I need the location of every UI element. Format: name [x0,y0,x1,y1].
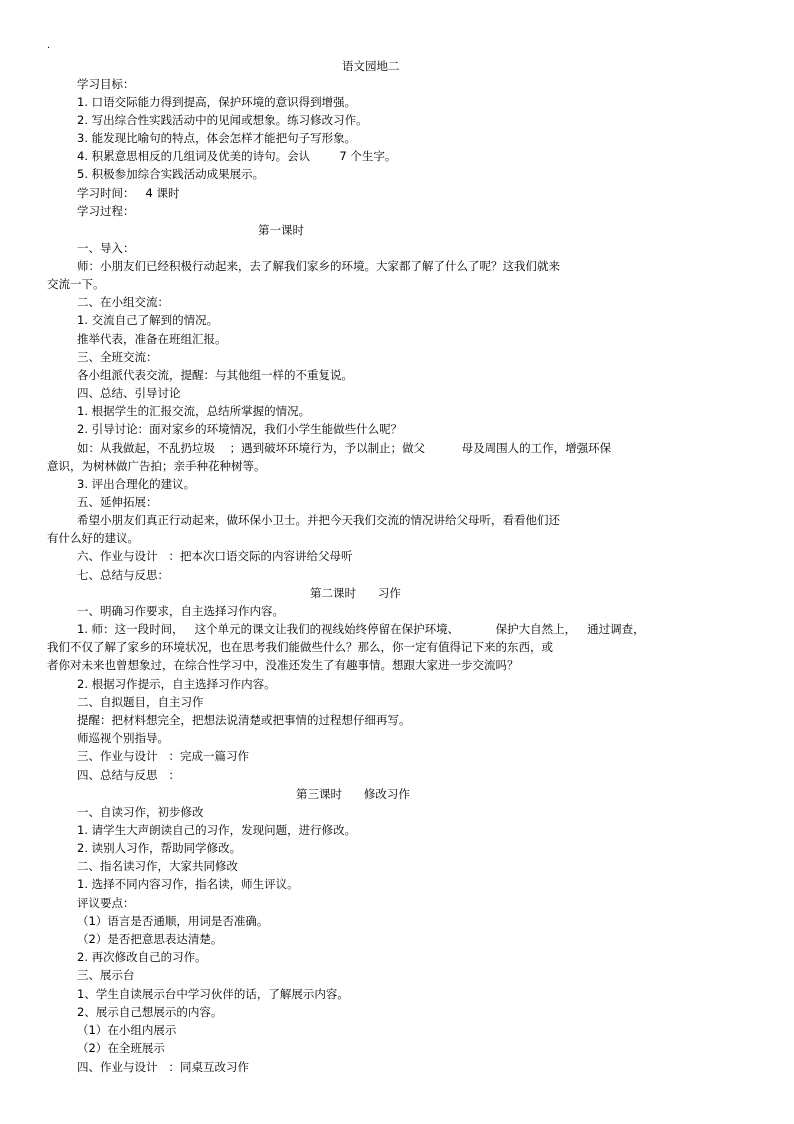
line-l3-step-1-2: 2. 读别人习作，帮助同学修改。 [77,841,242,855]
line-l3-step-3: 三、展示台 [77,968,135,982]
line-learning-process: 学习过程： [77,204,135,218]
line-l1-group-1: 1. 交流自己了解到的情况。 [77,313,219,327]
line-l3-review-1: （1）语言是否通顺，用词是否准确。 [77,914,269,928]
line-l1-extend: 五、延伸拓展： [77,495,158,509]
line-l1-homework: 六、作业与设计 ：把本次口语交际的内容讲给父母听 [77,549,353,563]
line-goal-3: 3. 能发现比喻句的特点，体会怎样才能把句子写形象。 [77,131,357,145]
line-l2-teacher: 1. 师：这一段时间， 这个单元的课文让我们的视线始终停留在保护环境、 保护大自然上， 通过调查， [77,622,645,636]
line-l2-step-1-2: 2. 根据习作提示，自主选择习作内容。 [77,677,276,691]
line-l2-step-1: 一、明确习作要求，自主选择习作内容。 [77,604,284,618]
line-l3-step-2-2: 2. 再次修改自己的习作。 [77,950,207,964]
line-l3-step-2: 二、指名读习作，大家共同修改 [77,859,238,873]
section-heading-lesson-3: 第三课时 修改习作 [296,787,410,801]
line-l2-reflection: 四、总结与反思 ： [77,768,180,782]
page-mark: . [47,40,51,51]
line-l2-homework: 三、作业与设计 ：完成一篇习作 [77,749,249,763]
line-l2-teacher-cont-1: 我们不仅了解了家乡的环境状况，也在思考我们能做些什么？那么，你一定有值得记下来的东西，或 [47,640,553,654]
line-l1-group-2: 推举代表，准备在班组汇报。 [77,332,227,346]
line-l1-class-1: 各小组派代表交流，提醒：与其他组一样的不重复说。 [77,368,353,382]
line-learning-time: 学习时间： 4 课时 [77,186,180,200]
line-l1-extend-cont: 有什么好的建议。 [47,531,139,545]
line-l3-step-1: 一、自读习作，初步修改 [77,805,204,819]
line-l1-teacher-cont: 交流一下。 [47,277,105,291]
line-l2-guidance: 师巡视个别指导。 [77,731,169,745]
line-l2-step-2: 二、自拟题目，自主习作 [77,695,204,709]
line-l1-group: 二、在小组交流： [77,295,169,309]
line-l1-extend-1: 希望小朋友们真正行动起来，做环保小卫士。并把今天我们交流的情况讲给父母听，看看他们还 [77,513,560,527]
line-goal-4: 4. 积累意思相反的几组词及优美的诗句。会认 7 个生字。 [77,149,397,163]
line-l1-summary: 四、总结、引导讨论 [77,386,181,400]
line-l1-class: 三、全班交流： [77,350,158,364]
line-l1-summary-1: 1. 根据学生的汇报交流，总结所掌握的情况。 [77,404,311,418]
line-l3-step-3-1: 1、学生自读展示台中学习伙伴的话，了解展示内容。 [77,987,349,1001]
line-l3-review-2: （2）是否把意思表达清楚。 [77,932,223,946]
line-l1-example-cont: 意识，为树林做广告拍；亲手种花种树等。 [47,459,266,473]
line-goal-1: 1. 口语交际能力得到提高，保护环境的意识得到增强。 [77,95,357,109]
line-l3-homework: 四、作业与设计 ：同桌互改习作 [77,1060,249,1074]
line-l1-summary-2: 2. 引导讨论：面对家乡的环境情况，我们小学生能做些什么呢？ [77,422,403,436]
line-l3-show-class: （2）在全班展示 [77,1041,165,1055]
line-goal-5: 5. 积极参加综合实践活动成果展示。 [77,167,265,181]
section-heading-lesson-2: 第二课时 习作 [310,586,401,600]
line-l2-reminder: 提醒：把材料想完全，把想法说清楚或把事情的过程想仔细再写。 [77,713,411,727]
line-l3-show-group: （1）在小组内展示 [77,1023,177,1037]
document-title: 语文园地二 [342,59,400,73]
line-l1-reflection: 七、总结与反思： [77,568,169,582]
section-heading-lesson-1: 第一课时 [258,223,304,237]
line-l3-step-2-1: 1. 选择不同内容习作，指名读，师生评议。 [77,877,299,891]
line-l3-step-1-1: 1. 请学生大声朗读自己的习作，发现问题，进行修改。 [77,823,357,837]
line-l2-teacher-cont-2: 者你对未来也曾想象过，在综合性学习中，没准还发生了有趣事情。想跟大家进一步交流吗？ [47,658,519,672]
line-l1-teacher: 师：小朋友们已经积极行动起来，去了解我们家乡的环境。大家都了解了什么了呢？这我们就来 [77,259,560,273]
line-l1-summary-3: 3. 评出合理化的建议。 [77,477,196,491]
line-goal-2: 2. 写出综合性实践活动中的见闻或想象。练习修改习作。 [77,113,368,127]
line-learning-goals-heading: 学习目标： [77,77,135,91]
line-l1-intro: 一、导入： [77,241,135,255]
line-l3-step-3-2: 2、展示自己想展示的内容。 [77,1005,223,1019]
line-l1-example: 如：从我做起，不乱扔垃圾 ；遇到破坏环境行为，予以制止；做父 母及周围人的工作，增强环保 [77,441,612,455]
line-l3-review-points: 评议要点： [77,896,135,910]
